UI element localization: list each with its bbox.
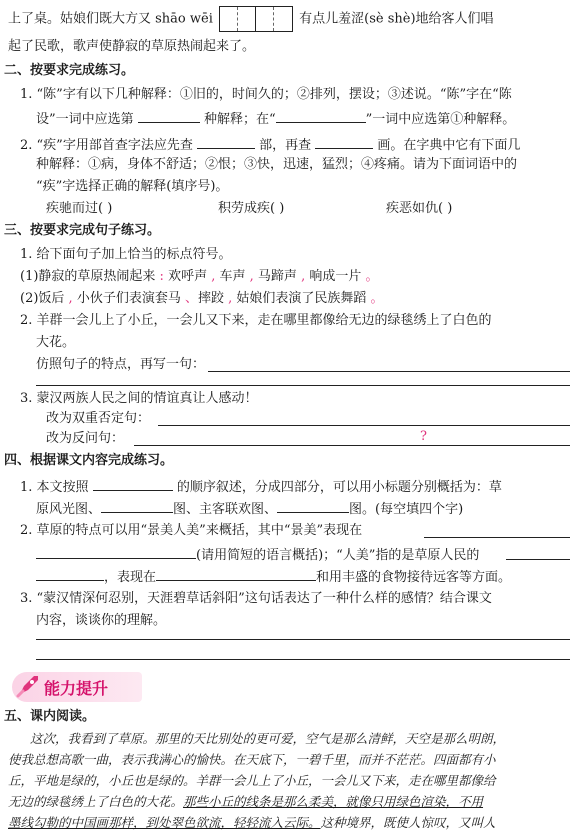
- word-jichi[interactable]: 疾驰而过( ): [46, 201, 113, 216]
- s4-q1-e: 图。(每空填四个字): [349, 502, 464, 517]
- s2-a: (2)饭后: [20, 291, 65, 306]
- word-jie[interactable]: 疾恶如仇( ): [386, 201, 453, 216]
- reading-line-5b: 这种境界，既使人惊叹，又叫人: [320, 815, 496, 830]
- s3-q2-line1: 2. 羊群一会儿上了小丘，一会儿又下来，走在哪里都像给无边的绿毯绣上了白色的: [20, 313, 492, 328]
- reading-line-3: 丘，平地是绿的，小丘也是绿的。羊群一会儿上了小丘，一会儿又下来，走在哪里都像给: [8, 773, 496, 788]
- s1-c: 车声: [219, 269, 246, 284]
- punct-mark-dunhao[interactable]: 、: [180, 291, 198, 306]
- s4-q2-blank-scenery[interactable]: [424, 536, 570, 538]
- s2-q1-text-b: 种解释；在“: [203, 112, 276, 127]
- s1-a: (1)静寂的草原热闹起来: [20, 269, 156, 284]
- s4-q1-d: 图、主客联欢图、: [173, 502, 278, 517]
- s2-q1-text-a: 设”一词中应选第: [36, 112, 134, 127]
- s2-q1-line1: 1. “陈”字有以下几种解释：①旧的，时间久的；②排列，摆设；③述说。“陈”字在“陈: [20, 87, 512, 102]
- reading-underlined-1: 那些小丘的线条是那么柔美，就像只用绿色渲染，不用: [183, 794, 484, 809]
- section-4-title: 四、根据课文内容完成练习。: [4, 453, 174, 468]
- question-mark-hint: ?: [420, 429, 427, 444]
- punct-mark-comma[interactable]: ,: [296, 269, 310, 284]
- s4-q2-c: ，表现在: [104, 570, 157, 585]
- s2-q1-blank-2[interactable]: [276, 108, 366, 123]
- s2-q2-line2: 种解释：①病，身体不舒适；②恨；③快，迅速，猛烈；④疼痛。请为下面词语中的: [36, 157, 518, 172]
- s4-q1-blank-4[interactable]: [277, 498, 349, 513]
- punct-mark-colon[interactable]: :: [155, 269, 169, 284]
- s2-q2-text-c: 画。在字典中它有下面几: [377, 138, 521, 153]
- reading-line-2: 使我总想高歌一曲，表示我满心的愉快。在天底下，一碧千里，而并不茫茫。四面都有小: [8, 752, 496, 767]
- s4-q2-d: 和用丰盛的食物接待远客等方面。: [316, 570, 512, 585]
- s4-q2-line2: [36, 544, 479, 565]
- s4-q3-answer-line-1[interactable]: [36, 638, 570, 640]
- ability-badge-title: 能力提升: [44, 679, 109, 698]
- s1-e: 响成一片: [309, 269, 362, 284]
- s4-q1-b: 的顺序叙述，分成四部分，可以用小标题分别概括为：草: [176, 480, 502, 495]
- s4-q1-blank-order[interactable]: [93, 476, 173, 491]
- s3-q3-line2: 改为双重否定句：: [46, 411, 151, 426]
- s2-q2-blank-1[interactable]: [197, 134, 255, 149]
- s2-q2-text-b: 部，再查: [259, 138, 312, 153]
- reading-line-5: [8, 814, 496, 832]
- s4-q1-line2: [36, 498, 463, 519]
- s2-c: 摔跤: [197, 291, 224, 306]
- s4-q1-c: 原风光图、: [36, 502, 102, 517]
- s3-q2-line2: 大花。: [36, 335, 76, 350]
- word-jilao[interactable]: 积劳成疾( ): [218, 201, 285, 216]
- reading-line-1: 这次，我看到了草原。那里的天比别处的更可爱，空气是那么清鲜，天空是那么明朗，: [30, 731, 506, 746]
- top-line-2: 起了民歌，歌声使静寂的草原热闹起来了。: [8, 39, 256, 54]
- s4-q2-line1: [20, 522, 362, 540]
- imitate-answer-line-1[interactable]: [208, 370, 570, 372]
- s4-q2-blank-6[interactable]: [156, 566, 316, 581]
- s2-d: 姑娘们表演了民族舞蹈: [236, 291, 367, 306]
- s3-q1: 1. 给下面句子加上恰当的标点符号。: [20, 247, 232, 262]
- s2-q1-text-c: ”一词中应选第①种解释。: [365, 112, 516, 127]
- s1-d: 马蹄声: [257, 269, 297, 284]
- top-line-1b: 有点儿羞涩(sè shè)地给客人们唱: [299, 11, 494, 27]
- s3-q2-line3: 仿照句子的特点，再写一句：: [36, 357, 206, 372]
- punct-mark-comma[interactable]: ,: [245, 269, 258, 284]
- s2-q1-line2: [36, 108, 515, 129]
- reading-line-4: [8, 793, 483, 811]
- s2-q1-blank-1[interactable]: [138, 108, 200, 123]
- s3-q3-line3: 改为反问句：: [46, 431, 125, 446]
- pinyin-writing-grid[interactable]: [219, 6, 293, 32]
- s2-q2-line3: “疾”字选择正确的解释(填序号)。: [36, 179, 229, 194]
- s4-q2-blank-scenery-2[interactable]: [36, 544, 196, 559]
- rocket-icon: [14, 672, 42, 700]
- s4-q2-blank-5[interactable]: [36, 566, 104, 581]
- reading-line-4a: 无边的绿毯绣上了白色的大花。: [8, 794, 184, 809]
- double-negative-answer-line[interactable]: [158, 424, 570, 426]
- s4-q3-line2: 内容，谈谈你的理解。: [36, 613, 167, 628]
- section-2-title: 二、按要求完成练习。: [4, 63, 135, 78]
- s2-q2-blank-2[interactable]: [315, 134, 373, 149]
- punct-mark-comma[interactable]: ,: [224, 291, 237, 306]
- punct-mark-period[interactable]: 。: [361, 269, 379, 284]
- section-5-title: 五、课内阅读。: [4, 709, 96, 724]
- reading-underlined-2: 墨线勾勒的中国画那样，到处翠色欲流，轻轻流入云际。: [8, 815, 321, 830]
- s4-q2-blank-people[interactable]: [506, 558, 570, 560]
- imitate-answer-line-2[interactable]: [36, 384, 570, 386]
- s4-q1-a: 1. 本文按照: [20, 480, 89, 495]
- s4-q1-line1: [20, 476, 502, 497]
- s2-q2-line1: [20, 134, 520, 155]
- s4-q1-blank-2[interactable]: [101, 498, 173, 513]
- rhetorical-answer-line[interactable]: [134, 444, 570, 446]
- punct-mark-comma[interactable]: ,: [64, 291, 77, 306]
- section-3-title: 三、按要求完成句子练习。: [4, 223, 161, 238]
- s3-sentence-2: [20, 290, 384, 308]
- top-line-1: [8, 6, 494, 32]
- punct-mark-comma[interactable]: ,: [207, 269, 220, 284]
- s4-q2-b: (请用简短的语言概括)；“人美”指的是草原人民的: [196, 548, 480, 563]
- s4-q2-line3: [36, 566, 511, 587]
- s4-q3-line1: 3. “蒙汉情深何忍别，天涯碧草话斜阳”这句话表达了一种什么样的感情？结合课文: [20, 591, 492, 606]
- s3-q3-line1: 3. 蒙汉两族人民之间的情谊真让人感动！: [20, 391, 258, 406]
- punct-mark-period[interactable]: 。: [366, 291, 384, 306]
- s4-q2-a: 2. 草原的特点可以用“景美人美”来概括，其中“景美”表现在: [20, 523, 363, 538]
- s4-q3-answer-line-2[interactable]: [36, 658, 570, 660]
- s2-b: 小伙子们表演套马: [76, 291, 181, 306]
- s2-q2-text-a: 2. “疾”字用部首查字法应先查: [20, 138, 193, 153]
- s3-sentence-1: [20, 268, 379, 286]
- s1-b: 欢呼声: [168, 269, 208, 284]
- top-line-1a: 上了桌。姑娘们既大方又 shāo wēi: [8, 11, 213, 27]
